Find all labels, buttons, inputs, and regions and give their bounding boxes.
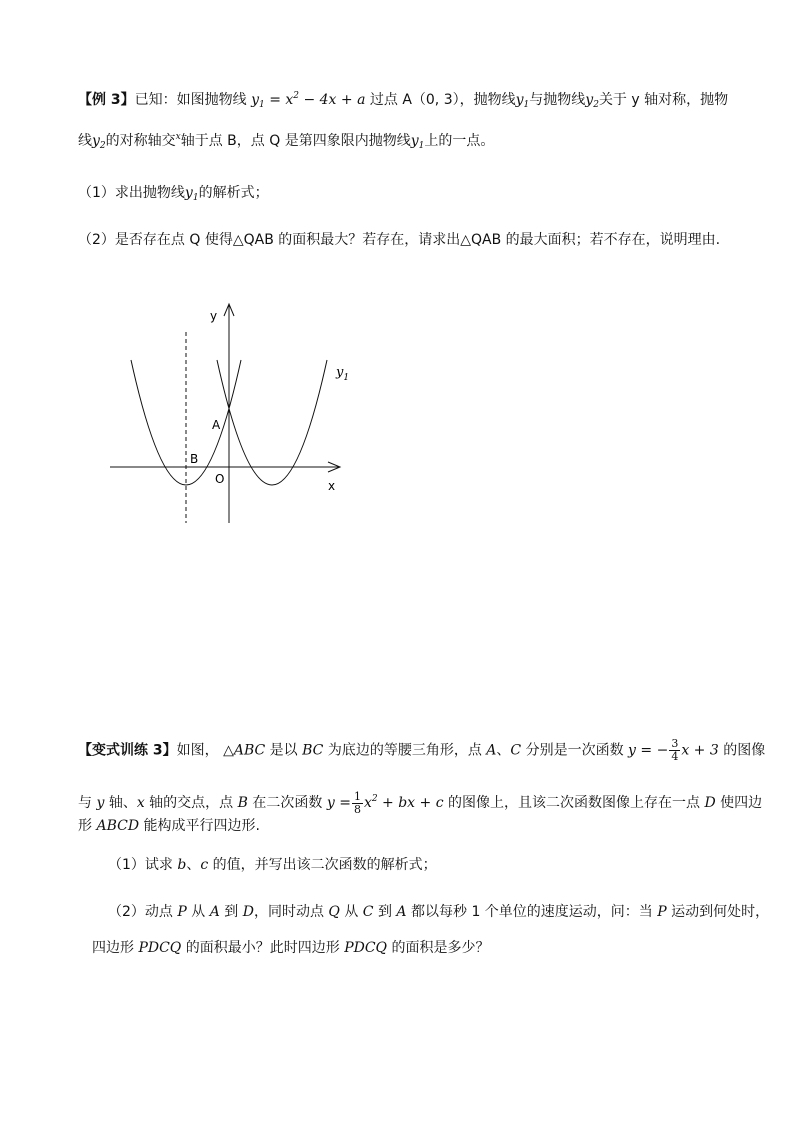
example3-line1: 【例 3】已知：如图抛物线 $y_1 = x^2 - 4x + a$ 过点 A（0, 3），抛物线$y_1$与抛物线$y_2$关于 y 轴对称，抛物 — [78, 91, 729, 110]
parabola-graph — [100, 298, 360, 528]
equation-y1: $y_1 = x^2 - 4x + a$ — [251, 91, 366, 110]
training3-question2: （2）动点 P 从 A 到 D，同时动点 Q 从 C 到 A 都以每秒 1 个单位的速度运动，问：当 P 运动到何处时， — [108, 904, 770, 920]
example3-question2: （2）是否存在点 Q 使得△QAB 的面积最大？若存在，请求出△QAB 的最大面积；若不存在，说明理由. — [78, 232, 721, 248]
label-y1: $y_1$ — [336, 365, 350, 383]
example3-question1: （1）求出抛物线$y_1$的解析式； — [78, 185, 269, 203]
label-A: A — [212, 418, 221, 432]
example3-line2: 线$y_2$的对称轴交$^x$轴于点 B，点 Q 是第四象限内抛物线$y_1$上的一点。 — [78, 132, 495, 151]
label-B: B — [190, 452, 199, 466]
training3-question2-cont: 四边形 PDCQ 的面积最小？此时四边形 PDCQ 的面积是多少？ — [92, 940, 490, 956]
training3-line3: 形 ABCD 能构成平行四边形. — [78, 818, 260, 834]
parabola-y1 — [217, 360, 327, 485]
training3-line1: 【变式训练 3】如图， △ABC 是以 BC 为底边的等腰三角形，点 A、C 分别是一次函数 y = − $\frac{3}{4}$ x + 3 的图像 — [78, 737, 766, 763]
example3-tag: 【例 3】 — [78, 92, 135, 108]
label-y: y — [210, 309, 218, 323]
training3-question1: （1）试求 b、c 的值，并写出该二次函数的解析式； — [108, 857, 437, 873]
training3-tag: 【变式训练 3】 — [78, 742, 177, 759]
label-x: x — [328, 479, 336, 493]
training3-line2: 与 y 轴、x 轴的交点，点 B 在二次函数 y = $\frac{1}{8}$ $x^2$ + bx + c 的图像上，且该二次函数图像上存在一点 D 使四边 — [78, 789, 763, 816]
label-O: O — [215, 472, 225, 486]
